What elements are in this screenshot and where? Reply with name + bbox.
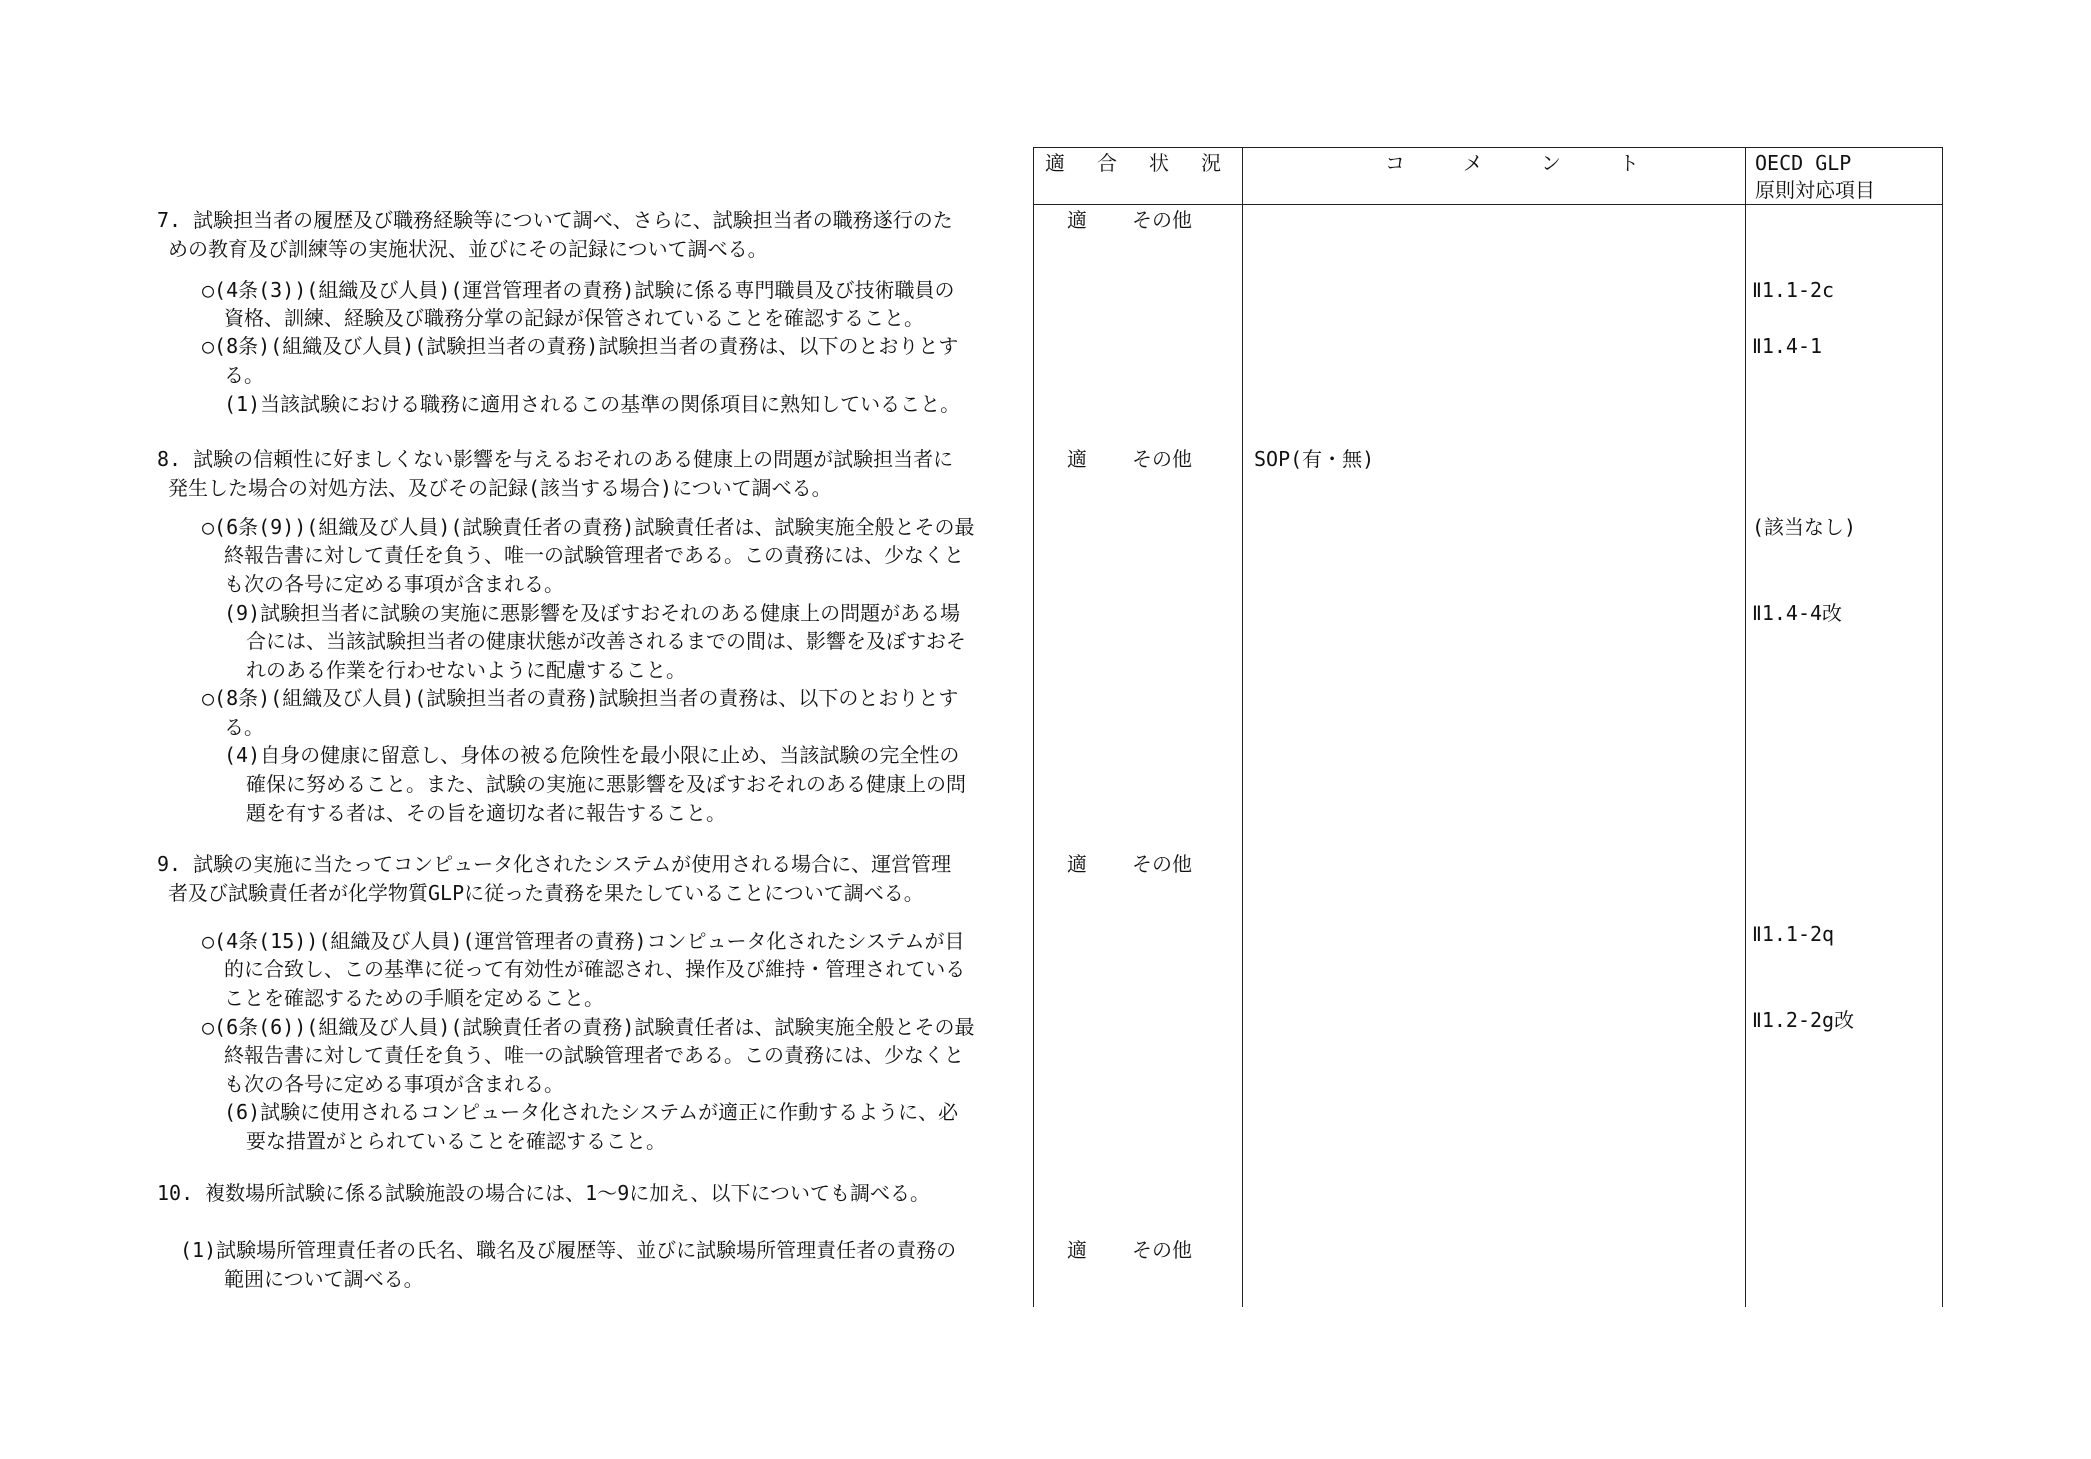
item-9-sub2-line2: 終報告書に対して責任を負う、唯一の試験管理者である。この責務には、少なくと: [224, 1043, 964, 1067]
item-8-sub3-line1: ○(8条)(組織及び人員)(試験担当者の責務)試験担当者の責務は、以下のとおりとす: [202, 686, 959, 710]
item-7-line1: 7. 試験担当者の履歴及び職務経験等について調べ、さらに、試験担当者の職務遂行のた: [157, 208, 953, 232]
table-divider-comment-oecd: [1745, 147, 1746, 1307]
item-9-sub1-line1: ○(4条(15))(組織及び人員)(運営管理者の責務)コンピュータ化されたシステムが目: [202, 929, 965, 953]
item-7-sub2-line1: ○(8条)(組織及び人員)(試験担当者の責務)試験担当者の責務は、以下のとおりとす: [202, 334, 959, 358]
item-9-sub1-line3: ことを確認するための手順を定めること。: [224, 986, 604, 1010]
item-9-sub2-line3: も次の各号に定める事項が含まれる。: [224, 1072, 564, 1096]
item-9-sub2-line1: ○(6条(6))(組織及び人員)(試験責任者の責務)試験責任者は、試験実施全般とその最: [202, 1015, 975, 1039]
item-9-sub3-line1: (6)試験に使用されるコンピュータ化されたシステムが適正に作動するように、必: [224, 1100, 959, 1124]
item-8-line1: 8. 試験の信頼性に好ましくない影響を与えるおそれのある健康上の問題が試験担当者に: [157, 447, 954, 471]
item-8-line2: 発生した場合の対処方法、及びその記録(該当する場合)について調べる。: [168, 476, 832, 500]
item-10-sub1-line2: 範囲について調べる。: [224, 1267, 424, 1291]
item-10-status-other: その他: [1132, 1238, 1192, 1262]
item-9-sub2-ref: Ⅱ1.2-2g改: [1752, 1008, 1855, 1032]
table-header-bottom: [1033, 204, 1943, 205]
item-10-status-ok: 適: [1067, 1238, 1087, 1262]
table-border-left: [1033, 147, 1034, 1307]
item-7-line2: めの教育及び訓練等の実施状況、並びにその記録について調べる。: [168, 237, 768, 261]
item-8-comment: SOP(有・無): [1254, 447, 1375, 471]
item-7-sub3-line1: (1)当該試験における職務に適用されるこの基準の関係項目に熟知していること。: [224, 392, 961, 416]
item-8-status-other: その他: [1132, 447, 1192, 471]
item-10-sub1-line1: (1)試験場所管理責任者の氏名、職名及び履歴等、並びに試験場所管理責任者の責務の: [180, 1238, 957, 1262]
item-7-sub2-ref: Ⅱ1.4-1: [1752, 334, 1823, 358]
item-8-status-ok: 適: [1067, 447, 1087, 471]
item-7-sub2-line2: る。: [224, 363, 264, 387]
item-8-sub2-line1: (9)試験担当者に試験の実施に悪影響を及ぼすおそれのある健康上の問題がある場: [224, 601, 961, 625]
item-9-status-ok: 適: [1067, 852, 1087, 876]
table-border-right: [1942, 147, 1943, 1307]
item-8-sub4-line1: (4)自身の健康に留意し、身体の被る危険性を最小限に止め、当該試験の完全性の: [224, 743, 960, 767]
item-7-sub1-line1: ○(4条(3))(組織及び人員)(運営管理者の責務)試験に係る専門職員及び技術職員の: [202, 278, 955, 302]
table-border-top: [1033, 147, 1943, 148]
item-8-sub1-ref: (該当なし): [1752, 515, 1857, 539]
header-oecd-line2: 原則対応項目: [1755, 178, 1875, 202]
header-status: 適 合 状 況: [1045, 151, 1227, 175]
item-8-sub4-line2: 確保に努めること。また、試験の実施に悪影響を及ぼすおそれのある健康上の問: [246, 772, 966, 796]
item-8-sub2-line2: 合には、当該試験担当者の健康状態が改善されるまでの間は、影響を及ぼすおそ: [246, 629, 966, 653]
item-8-sub3-line2: る。: [224, 715, 264, 739]
item-8-sub1-line3: も次の各号に定める事項が含まれる。: [224, 572, 564, 596]
item-8-sub1-line2: 終報告書に対して責任を負う、唯一の試験管理者である。この責務には、少なくと: [224, 543, 964, 567]
item-9-line1: 9. 試験の実施に当たってコンピュータ化されたシステムが使用される場合に、運営管理: [157, 852, 952, 876]
item-9-sub3-line2: 要な措置がとられていることを確認すること。: [246, 1129, 666, 1153]
item-10-line1: 10. 複数場所試験に係る試験施設の場合には、1～9に加え、以下についても調べる。: [157, 1181, 931, 1205]
header-oecd-line1: OECD GLP: [1755, 151, 1852, 175]
item-8-sub2-ref: Ⅱ1.4-4改: [1752, 601, 1843, 625]
header-comment: コ メ ン ト: [1385, 151, 1645, 175]
item-8-sub1-line1: ○(6条(9))(組織及び人員)(試験責任者の責務)試験責任者は、試験実施全般とその最: [202, 515, 975, 539]
item-9-line2: 者及び試験責任者が化学物質GLPに従った責務を果たしていることについて調べる。: [168, 881, 924, 905]
item-9-sub1-line2: 的に合致し、この基準に従って有効性が確認され、操作及び維持・管理されている: [224, 957, 966, 981]
item-9-sub1-ref: Ⅱ1.1-2q: [1752, 922, 1835, 946]
item-9-status-other: その他: [1132, 852, 1192, 876]
item-8-sub4-line3: 題を有する者は、その旨を適切な者に報告すること。: [246, 801, 726, 825]
item-7-sub1-ref: Ⅱ1.1-2c: [1752, 278, 1835, 302]
item-7-sub1-line2: 資格、訓練、経験及び職務分掌の記録が保管されていることを確認すること。: [224, 306, 924, 330]
item-8-sub2-line3: れのある作業を行わせないように配慮すること。: [246, 658, 686, 682]
item-7-status-other: その他: [1132, 208, 1192, 232]
item-7-status-ok: 適: [1067, 208, 1087, 232]
table-divider-status-comment: [1242, 147, 1243, 1307]
